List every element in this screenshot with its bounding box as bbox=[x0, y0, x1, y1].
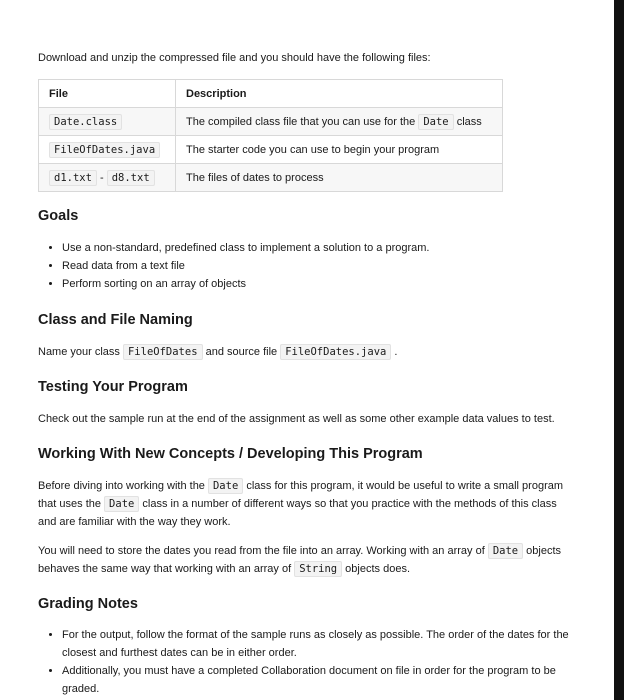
inline-code: Date bbox=[488, 543, 523, 559]
table-cell-description: The files of dates to process bbox=[176, 164, 503, 192]
naming-text: Name your class FileOfDates and source file FileOfDates.java . bbox=[38, 346, 398, 358]
naming-heading: Class and File Naming bbox=[38, 312, 193, 328]
inline-code: Date bbox=[418, 114, 453, 130]
intro-text: Download and unzip the compressed file and you should have the following files: bbox=[38, 52, 431, 64]
table-row bbox=[39, 136, 503, 164]
table-cell-description: The compiled class file that you can use for the Date class bbox=[176, 108, 503, 136]
concepts-paragraph-1: Before diving into working with the Date class for this program, it would be useful to write a small program that uses the Date class in a number of different ways so that you practice with the methods of this class and are familiar with the way they work. bbox=[38, 480, 564, 528]
concepts-heading: Working With New Concepts / Developing This Program bbox=[38, 446, 423, 462]
file-name: d8.txt bbox=[107, 170, 155, 186]
inline-code: Date bbox=[208, 478, 243, 494]
inline-code: FileOfDates bbox=[123, 344, 203, 360]
list-item: • Perform sorting on an array of objects bbox=[62, 275, 582, 293]
list-item: • For the output, follow the format of the sample runs as closely as possible. The order of the dates for the closest and furthest dates can be in either order. bbox=[62, 626, 582, 662]
list-item: • Additionally, you must have a completed Collaboration document on file in order for the program to be graded. bbox=[62, 662, 582, 698]
list-item: • Read data from a text file bbox=[62, 257, 582, 275]
file-name: FileOfDates.java bbox=[49, 142, 160, 158]
file-name: Date.class bbox=[49, 114, 122, 130]
table-cell-description: The starter code you can use to begin your program bbox=[176, 136, 503, 164]
testing-heading: Testing Your Program bbox=[38, 379, 188, 395]
inline-code: Date bbox=[104, 496, 139, 512]
inline-code: FileOfDates.java bbox=[280, 344, 391, 360]
table-header-file: File bbox=[39, 80, 176, 108]
testing-text: Check out the sample run at the end of the assignment as well as some other example data values to test. bbox=[38, 413, 555, 425]
goals-heading: Goals bbox=[38, 208, 79, 224]
inline-code: String bbox=[294, 561, 342, 577]
grading-heading: Grading Notes bbox=[38, 596, 138, 612]
list-item: • Use a non-standard, predefined class to implement a solution to a program. bbox=[62, 239, 582, 257]
table-row bbox=[39, 108, 503, 136]
goals-list bbox=[38, 239, 582, 293]
table-cell-file bbox=[39, 136, 176, 164]
file-name: d1.txt bbox=[49, 170, 97, 186]
table-row bbox=[39, 164, 503, 192]
files-table bbox=[38, 79, 503, 192]
table-header-description: Description bbox=[176, 80, 503, 108]
table-cell-file bbox=[39, 108, 176, 136]
window-edge bbox=[614, 0, 624, 700]
concepts-paragraph-2: You will need to store the dates you read from the file into an array. Working with an array of Date objects behaves the same way that working with an array of String objects does. bbox=[38, 545, 562, 575]
grading-list bbox=[38, 626, 582, 698]
table-header-row bbox=[39, 80, 503, 108]
table-cell-file: d1.txt - d8.txt bbox=[39, 164, 176, 192]
